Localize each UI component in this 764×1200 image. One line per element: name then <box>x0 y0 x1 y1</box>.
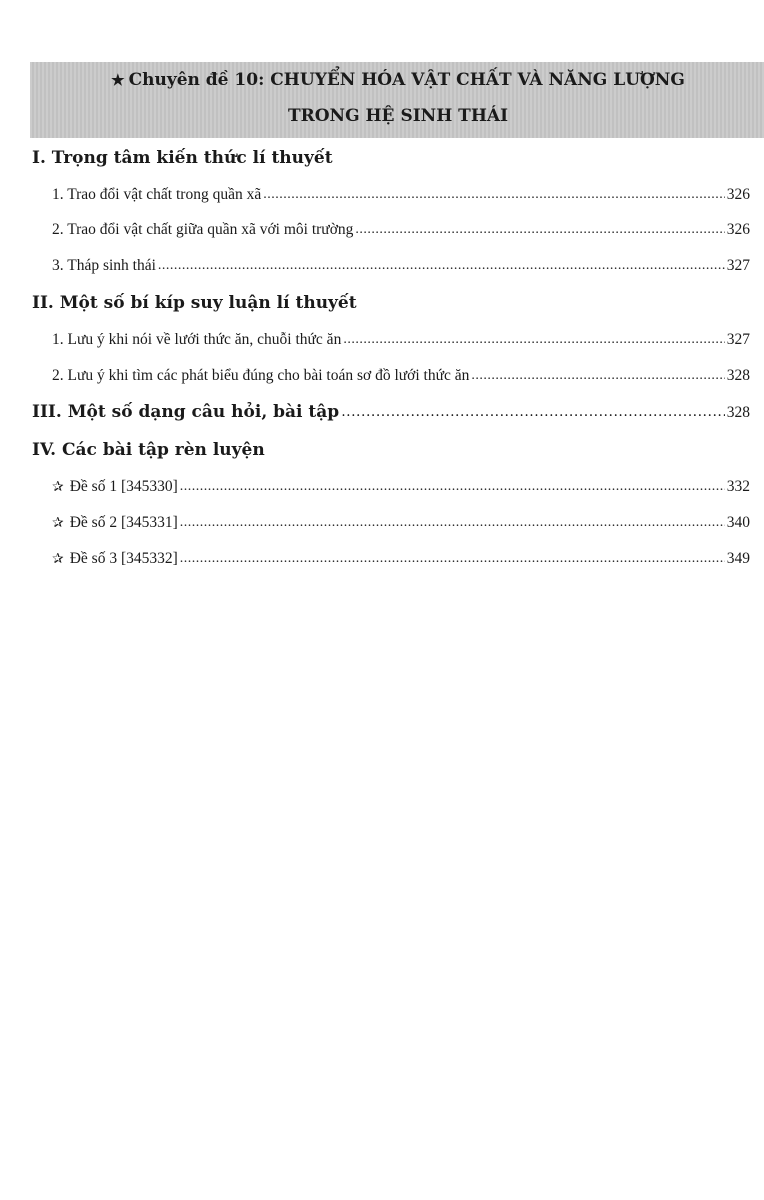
toc-entry[interactable] <box>52 257 750 275</box>
toc-entry-page: 340 <box>726 514 750 531</box>
dot-leader <box>180 477 725 495</box>
toc-entry-page: 328 <box>726 404 750 421</box>
toc-entry[interactable] <box>52 331 750 349</box>
toc-entry-page: 326 <box>726 186 750 203</box>
toc-entry-page: 328 <box>726 367 750 384</box>
toc-entry[interactable] <box>52 478 750 496</box>
section-heading-2: II. Một số bí kíp suy luận lí thuyết <box>32 293 357 313</box>
dot-leader <box>341 401 725 421</box>
toc-entry-label: 2. Trao đổi vật chất giữa quần xã với môi trường <box>52 221 354 238</box>
dot-leader <box>471 366 724 384</box>
chapter-title-line-1 <box>30 70 764 90</box>
toc-entry-section-3[interactable] <box>32 402 750 422</box>
toc-entry-label: 2. Lưu ý khi tìm các phát biểu đúng cho bài toán sơ đồ lưới thức ăn <box>52 367 470 384</box>
toc-entry-label <box>52 550 178 568</box>
toc-entry-label-text: Đề số 1 [345330] <box>69 478 178 495</box>
dot-leader <box>180 513 725 531</box>
toc-entry-label-text: Đề số 2 [345331] <box>69 514 178 531</box>
outline-star-icon: ✰ <box>52 552 64 567</box>
section-heading-3: III. Một số dạng câu hỏi, bài tập <box>32 402 340 422</box>
toc-entry-label: 1. Lưu ý khi nói về lưới thức ăn, chuỗi thức ăn <box>52 331 342 348</box>
toc-entry[interactable] <box>52 367 750 385</box>
star-icon: ★ <box>111 71 125 89</box>
dot-leader <box>263 185 725 203</box>
chapter-title-text: Chuyên đề 10: CHUYỂN HÓA VẬT CHẤT VÀ NĂNG LƯỢNG <box>128 70 685 90</box>
outline-star-icon: ✰ <box>52 516 64 531</box>
section-heading-1: I. Trọng tâm kiến thức lí thuyết <box>32 148 333 168</box>
toc-entry[interactable] <box>52 550 750 568</box>
toc-entry[interactable] <box>52 514 750 532</box>
chapter-banner <box>30 62 764 138</box>
section-heading-4: IV. Các bài tập rèn luyện <box>32 440 265 460</box>
dot-leader <box>355 220 724 238</box>
toc-entry-page: 332 <box>726 478 750 495</box>
outline-star-icon: ✰ <box>52 480 64 495</box>
toc-entry[interactable] <box>52 221 750 239</box>
chapter-title-line-2: TRONG HỆ SINH THÁI <box>287 106 509 126</box>
toc-entry-page: 327 <box>726 257 750 274</box>
toc-entry-label-text: Đề số 3 [345332] <box>69 550 178 567</box>
toc-entry-label <box>52 514 178 532</box>
dot-leader <box>343 330 724 348</box>
toc-entry-label: 3. Tháp sinh thái <box>52 257 156 274</box>
dot-leader <box>180 549 725 567</box>
toc-entry-page: 327 <box>726 331 750 348</box>
dot-leader <box>158 256 725 274</box>
toc-entry[interactable] <box>52 186 750 204</box>
toc-entry-page: 349 <box>726 550 750 567</box>
toc-entry-page: 326 <box>726 221 750 238</box>
toc-entry-label <box>52 478 178 496</box>
toc-entry-label: 1. Trao đổi vật chất trong quần xã <box>52 186 262 203</box>
